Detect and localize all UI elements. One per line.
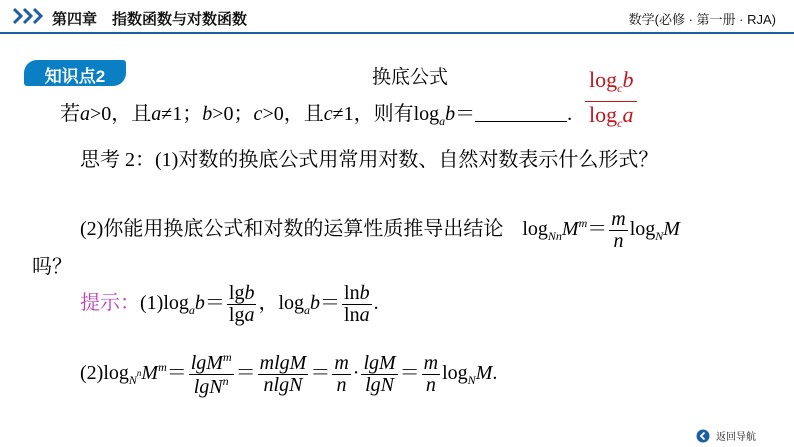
section-title: 换底公式 bbox=[372, 67, 449, 88]
hint-line-2: $(2)\log_{N^n}M^m=$ $\frac{\lg M^m}{\lg N^n}$ ＝ $\frac{mlgM}{nlgN}$ ＝ $\frac{m}{n}$ · $\frac{\lg M}{\lg N}$ ＝ $\frac{m}{n}$ $\log_NM$. bbox=[80, 349, 498, 398]
hint-label: 提示： bbox=[80, 292, 140, 314]
header-divider bbox=[0, 32, 794, 34]
knowledge-point-badge bbox=[24, 60, 126, 86]
fraction-mlgM-nlgN: $\frac{mlgM}{nlgN}$ bbox=[259, 351, 307, 396]
think-question-2: (2)你能用换底公式和对数的运算性质推导出结论 $\log_{Nn}M^m=$ $\frac{m}{n}$ $\log_NM$ bbox=[80, 207, 680, 252]
back-navigation-label: 返回导航 bbox=[716, 432, 756, 443]
answer-denominator: $\log_ca$ bbox=[589, 102, 634, 130]
think-question-1: 思考 2：(1)对数的换底公式用常用对数、自然对数表示什么形式？ bbox=[80, 149, 659, 171]
badge-label: 知识点2 bbox=[44, 67, 106, 86]
hint-line-1: 提示：$(1)\log_ab=$ $\frac{\lg b}{\lg a}$ ，$\log_ab=$ $\frac{\ln b}{\ln a}$ . bbox=[80, 281, 379, 326]
answer-numerator: $\log_cb$ bbox=[585, 67, 637, 102]
fraction-lnb-lna: $\frac{\ln b}{\ln a}$ bbox=[344, 281, 370, 326]
back-navigation-button[interactable] bbox=[696, 428, 756, 442]
answer-blank bbox=[475, 103, 567, 122]
header bbox=[0, 0, 794, 34]
chevrons-right-icon bbox=[12, 7, 46, 25]
question-tail: 吗？ bbox=[32, 256, 72, 278]
answer-fraction bbox=[585, 67, 637, 136]
fraction-m-over-n: $\frac{m}{n}$ bbox=[611, 207, 626, 252]
chapter-title: 第四章 指数函数与对数函数 bbox=[52, 11, 248, 28]
fraction-m-n: $\frac{m}{n}$ bbox=[334, 351, 349, 396]
fraction-lgb-lga: $\frac{\lg b}{\lg a}$ bbox=[228, 281, 255, 326]
change-of-base-statement: 若a>0，且a≠1；b>0；c>0，且c≠1，则有$\log_ab=$ . bbox=[60, 103, 573, 128]
subject-label: 数学(必修 · 第一册 · RJA) bbox=[628, 12, 776, 27]
fraction-lgMm-lgNn: $\frac{\lg M^m}{\lg N^n}$ bbox=[190, 349, 232, 398]
back-arrow-icon bbox=[696, 429, 710, 443]
fraction-m-n-2: $\frac{m}{n}$ bbox=[423, 351, 439, 396]
fraction-lgM-lgN: $\frac{\lg M}{\lg N}$ bbox=[363, 351, 396, 396]
